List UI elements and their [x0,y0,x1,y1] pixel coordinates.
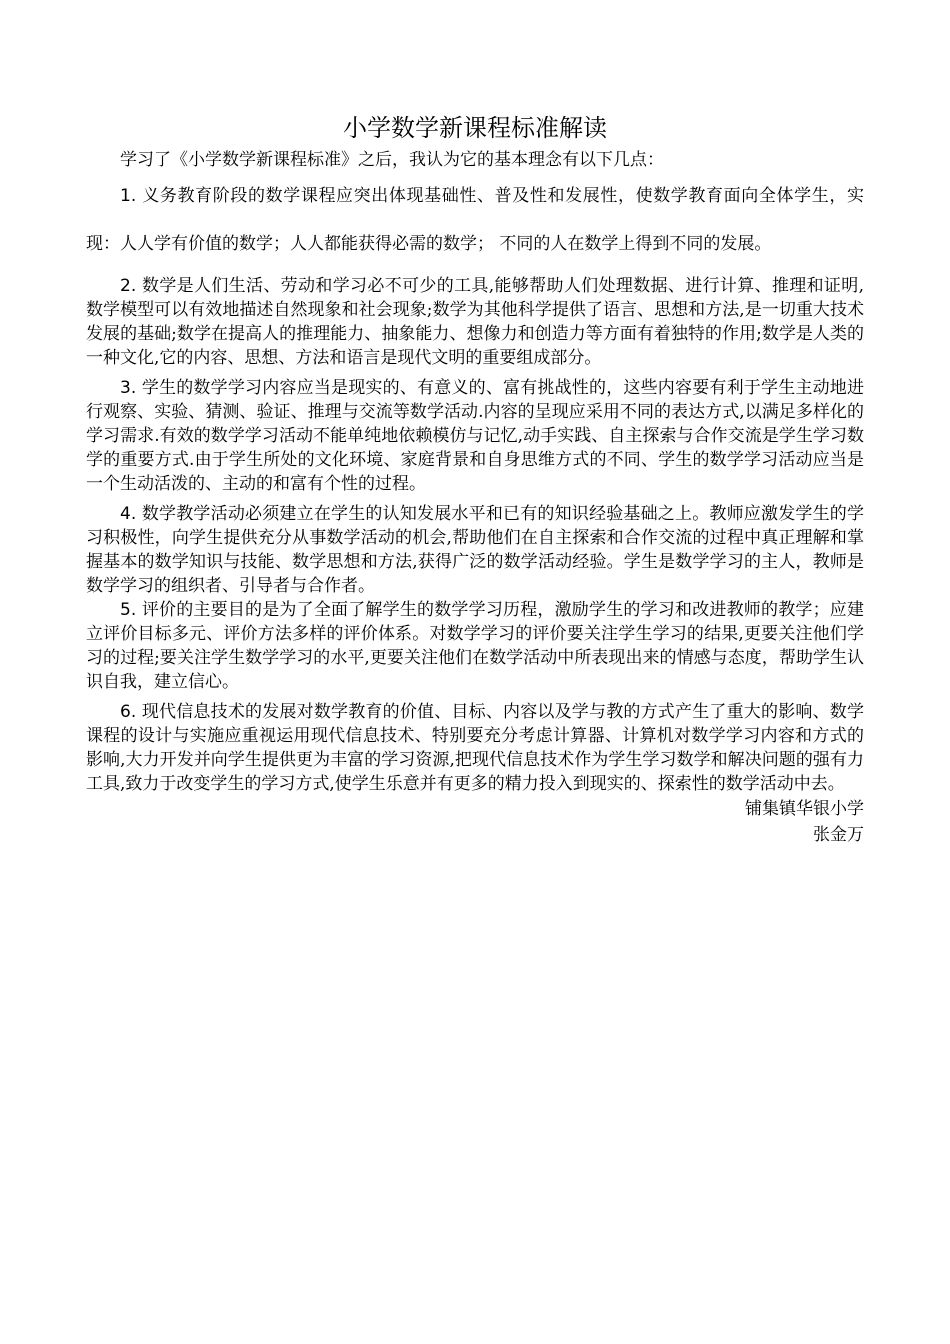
point-5-text: 评价的主要目的是为了全面了解学生的数学学习历程，激励学生的学习和改进教师的教学；应建立评价目标多元、评价方法多样的评价体系。对数学学习的评价要关注学生学习的结果,更要关注他们学习的过程;要关注学生数学学习的水平,更要关注他们在数学活动中所表现出来的情感与态度，帮助学生认识自我，建立信心。 [86,600,864,692]
author-name: 张金万 [813,825,864,845]
point-6-text: 现代信息技术的发展对数学教育的价值、目标、内容以及学与教的方式产生了重大的影响、数学课程的设计与实施应重视运用现代信息技术、特别要充分考虑计算器、计算机对数学学习内容和方式的影响,大力开发并向学生提供更为丰富的学习资源,把现代信息技术作为学生学习数学和解决问题的强有力工具,致力于改变学生的学习方式,使学生乐意并有更多的精力投入到现实的、探索性的数学活动中去。 [86,702,864,794]
point-1-paragraph [86,172,864,268]
point-1-text: 义务教育阶段的数学课程应突出体现基础性、普及性和发展性，使数学教育面向全体学生，实现：人人学有价值的数学；人人都能获得必需的数学； 不同的人在数学上得到不同的发展。 [86,186,864,254]
point-5-paragraph [86,598,864,694]
document-page [86,108,864,848]
point-5-number: 5. [120,600,137,620]
point-4-number: 4. [120,504,137,524]
point-2-number: 2. [120,276,137,296]
point-6-number: 6. [120,702,137,722]
point-3-text: 学生的数学学习内容应当是现实的、有意义的、富有挑战性的，这些内容要有利于学生主动地进行观察、实验、猜测、验证、推理与交流等数学活动.内容的呈现应采用不同的表达方式,以满足多样化的学习需求.有效的数学学习活动不能单纯地依赖模仿与记忆,动手实践、自主探索与合作交流是学生学习数学的重要方式.由于学生所处的文化环境、家庭背景和自身思维方式的不同、学生的数学学习活动应当是一个生动活泼的、主动的和富有个性的过程。 [86,378,864,494]
point-4-paragraph [86,502,864,598]
school-name: 铺集镇华银小学 [745,799,864,819]
point-4-text: 数学教学活动必须建立在学生的认知发展水平和已有的知识经验基础之上。教师应激发学生的学习积极性，向学生提供充分从事数学活动的机会,帮助他们在自主探索和合作交流的过程中真正理解和掌握基本的数学知识与技能、数学思想和方法,获得广泛的数学活动经验。学生是数学学习的主人，教师是数学学习的组织者、引导者与合作者。 [86,504,864,596]
point-2-text: 数学是人们生活、劳动和学习必不可少的工具,能够帮助人们处理数据、进行计算、推理和证明,数学模型可以有效地描述自然现象和社会现象;数学为其他科学提供了语言、思想和方法,是一切重大技术发展的基础;数学在提高人的推理能力、抽象能力、想像力和创造力等方面有着独特的作用;数学是人类的一种文化,它的内容、思想、方法和语言是现代文明的重要组成部分。 [86,276,864,368]
point-2-paragraph [86,274,864,370]
point-3-number: 3. [120,378,137,398]
point-3-paragraph [86,376,864,496]
document-title: 小学数学新课程标准解读 [343,114,607,142]
point-6-paragraph [86,700,864,796]
point-1-number: 1. [120,186,137,206]
intro-paragraph: 学习了《小学数学新课程标准》之后，我认为它的基本理念有以下几点： [120,150,664,170]
